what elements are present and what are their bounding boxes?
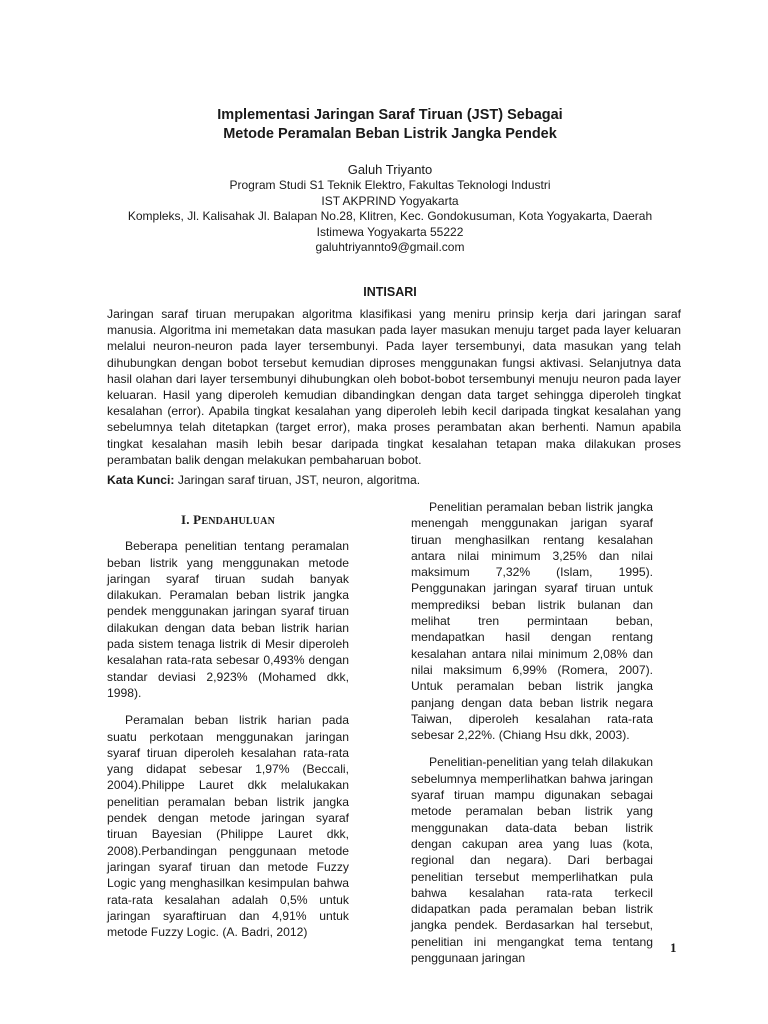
author-email: galuhtriyannto9@gmail.com: [315, 240, 465, 254]
paragraph: Peramalan beban listrik harian pada suatu perkotaan menggunakan jaringan syaraf tiruan diperoleh kesalahan rata-rata yang didapat sebesar 1,97% (Beccali, 2004).Philippe Lauret dkk melalukakan penelitian peramalan beban listrik jangka pendek dengan metode jaringan syaraf tiruan Bayesian (Philippe Lauret dkk, 2008).Perbandingan penggunaan metode jaringan syaraf tiruan dan metode Fuzzy Logic yang menghasilkan kesimpulan bahwa rata-rata kesalahan adalah 0,5% untuk jaringan syaraftiruan dan 4,91% untuk metode Fuzzy Logic. (A. Badri, 2012): [107, 713, 349, 940]
section-heading-pendahuluan: [107, 512, 349, 530]
abstract-heading: INTISARI: [363, 285, 417, 299]
author-name: Galuh Triyanto: [347, 162, 433, 177]
affiliation-line: Istimewa Yogyakarta 55222: [316, 224, 464, 239]
title-line-2: Metode Peramalan Beban Listrik Jangka Pendek: [223, 126, 557, 142]
paper-header: [100, 106, 680, 256]
left-column: [107, 499, 349, 951]
paper-title: [100, 106, 680, 144]
section-heading-initial: P: [193, 512, 202, 527]
right-column: [411, 499, 653, 977]
affiliation-line: Kompleks, Jl. Kalisahak Jl. Balapan No.28, Klitren, Kec. Gondokusuman, Kota Yogyakarta, Daerah: [127, 209, 653, 223]
page-number: 1: [670, 940, 677, 955]
section-heading-rest: ENDAHULUAN: [201, 516, 275, 527]
keywords: [107, 472, 681, 488]
title-line-1: Implementasi Jaringan Saraf Tiruan (JST) Sebagai: [217, 107, 563, 123]
keywords-text: Jaringan saraf tiruan, JST, neuron, algoritma.: [177, 473, 421, 487]
keywords-label: Kata Kunci:: [107, 473, 175, 487]
abstract-text: Jaringan saraf tiruan merupakan algoritma klasifikasi yang meniru prinsip kerja dari jaringan saraf manusia. Algoritma ini memetakan data masukan pada layer masukan menuju target pada layer keluaran melalui neuron-neuron pada layer tersembunyi. Pada layer tersembunyi, data masukan yang telah dihubungkan dengan bobot tersebut kemudian diproses menggunakan fungsi aktivasi. Selanjutnya data hasil olahan dari layer tersembunyi dihubungkan oleh bobot-bobot tersembunyi menuju neuron pada layer keluaran. Hasil yang diperoleh kemudian dibandingkan dengan data target sehingga diperoleh tingkat kesalahan (error). Apabila tingkat kesalahan yang diperoleh lebih kecil daripada tingkat kesalahan yang sebelumnya telah ditetapkan (target error), maka proses perambatan akan berhenti. Namun apabila tingkat kesalahan masih lebih besar daripada tingkat kesalahan tetapan maka dilakukan proses perambatan balik dengan melakukan pembaharuan bobot.: [107, 307, 681, 467]
paragraph: Beberapa penelitian tentang peramalan beban listrik yang menggunakan metode jaringan syaraf tiruan sudah banyak dilakukan. Peramalan beban listrik jangka pendek menggunakan jaringan syaraf tiruan dilakukan dengan data beban listrik harian pada sistem tenaga listrik di Mesir diperoleh kesalahan rata-rata sebesar 0,493% dengan standar deviasi 2,923% (Mohamed dkk, 1998).: [107, 539, 349, 700]
affiliation-line: IST AKPRIND Yogyakarta: [321, 193, 459, 208]
affiliation-line: Program Studi S1 Teknik Elektro, Fakultas Teknologi Industri: [229, 178, 551, 192]
paragraph: Penelitian peramalan beban listrik jangka menengah menggunakan jarigan syaraf tiruan menghasilkan rentang kesalahan antara nilai minimum 3,25% dan nilai maksimum 7,32% (Islam, 1995). Penggunakan jaringan syaraf tiruan untuk memprediksi beban listrik bulanan dan melihat tren permintaan beban, mendapatkan hasil dengan rentang kesalahan antara nilai minimum 2,08% dan nilai maksimum 6,99% (Romera, 2007). Untuk peramalan beban listrik jangka panjang dengan data beban listrik negara Taiwan, diperoleh kesalahan rata-rata sebesar 2,22%. (Chiang Hsu dkk, 2003).: [411, 500, 653, 743]
paragraph: Penelitian-penelitian yang telah dilakukan sebelumnya memperlihatkan bahwa jaringan syaraf tiruan mampu digunakan sebagai metode peramalan beban listrik yang menggunakan data-data beban listrik dengan cakupan area yang luas (kota, regional dan negara). Dari berbagai penelitian tersebut memperlihatkan pula bahwa kesalahan rata-rata terkecil didapatkan pada peramalan beban listrik jangka pendek. Berdasarkan hal tersebut, penelitian ini mengangkat tema tentang penggunaan jaringan: [411, 755, 653, 966]
section-numeral: I.: [181, 512, 190, 527]
